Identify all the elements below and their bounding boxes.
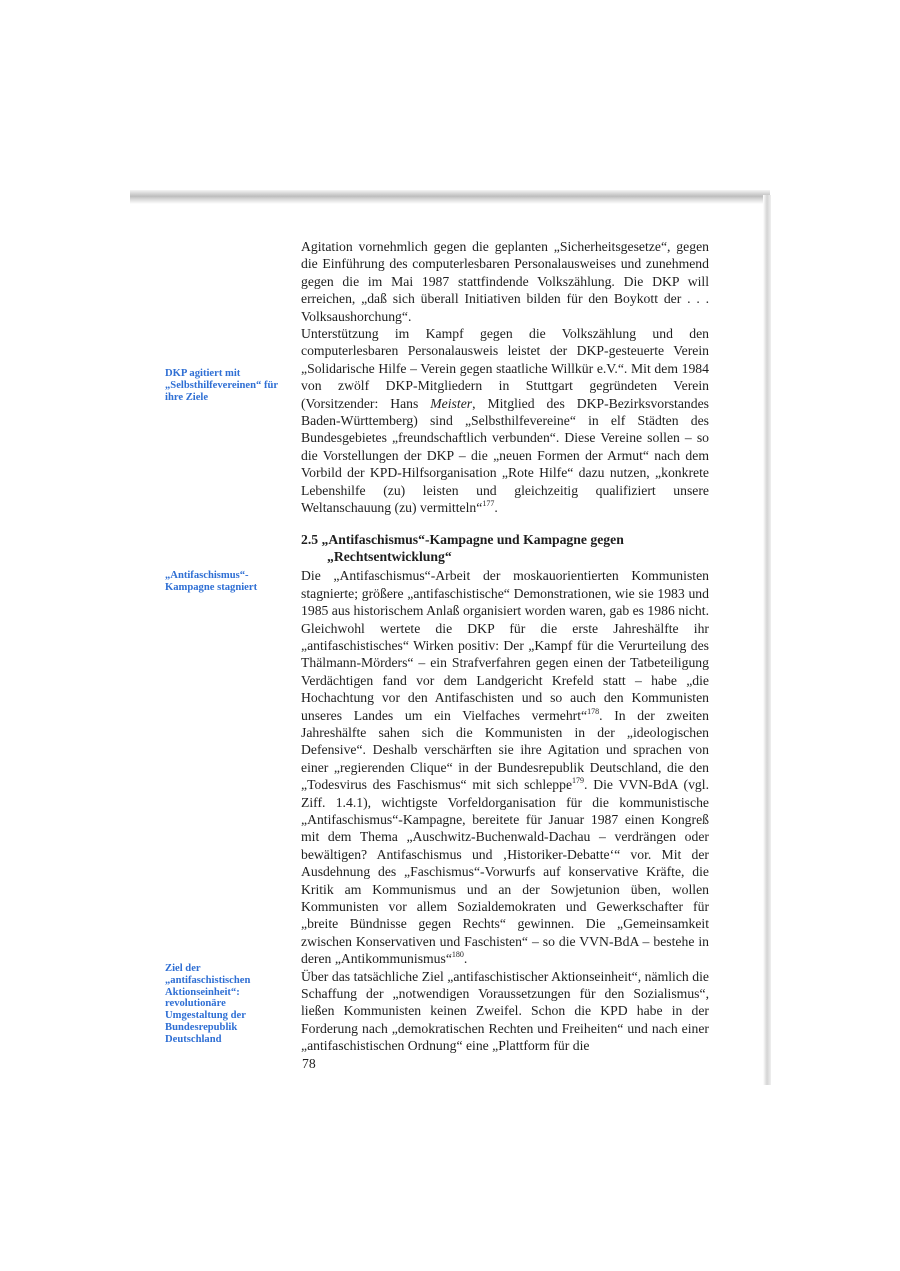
paragraph-4-text-cont: . In der zweiten Jahreshälfte sahen sich die Kommunisten in der „ideologischen Defensive“. Deshalb verschärften sie ihre Agitation und sprachen von einer „regierenden Clique“ in der Bundesrepublik Deutschland, die den „Todesvirus des Faschismus“ mit sich schleppe bbox=[301, 707, 709, 793]
paragraph-3: Die „Antifaschismus“-Arbeit der moskauorientierten Kommunisten stagnierte; größere „antifaschistische“ Demonstrationen, wie sie 1983 und 1985 aus historischem Anlaß organisiert worden waren, gab es 1986 nicht. bbox=[301, 568, 710, 619]
footnote-ref-180: 180 bbox=[451, 950, 464, 960]
section-heading: 2.5 „Antifaschismus“-Kampagne und Kampagne gegen „Rechtsentwicklung“ bbox=[301, 531, 624, 564]
page-number: 78 bbox=[302, 1056, 316, 1071]
footnote-ref-178: 178 bbox=[587, 706, 600, 716]
paragraph-2 bbox=[301, 325, 709, 516]
paragraph-4-end: . bbox=[463, 951, 468, 967]
paragraph-4-text-cont2: . Die VVN-BdA (vgl. Ziff. 1.4.1), wichtigste Vorfeldorganisation für die kommunistische „Antifaschismus“-Kampagne, bereitete für Januar 1987 einen Kongreß mit dem Thema „Auschwitz-Buchenwald-Dachau – verdrängen oder bewältigen? Antifaschismus und ‚Historiker-Debatte‘“ vor. Mit der Ausdehnung des „Faschismus“-Vorwurfs auf konservative Kräfte, die Kritik am Kommunismus und an der Sowjetunion üben, wollen Kommunisten vor allem Sozialdemokraten und Gewerkschafter für „breite Bündnisse gegen Rechts“ gewinnen. Die „Gemeinsamkeit zwischen Konservativen und Faschisten“ – so die VVN-BdA – bestehe in deren „Antikommunismus“ bbox=[301, 777, 709, 967]
footnote-ref-177: 177 bbox=[482, 499, 495, 509]
margin-note-selbsthilfe: DKP agitiert mit „Selbsthilfevereinen“ für ihre Ziele bbox=[165, 368, 278, 403]
margin-note-aktionseinheit: Ziel der „antifaschistischen Aktionseinheit“: revolutionäre Umgestaltung der Bundesrepublik Deutschland bbox=[165, 963, 251, 1045]
paragraph-2-text: Unterstützung im Kampf gegen die Volkszählung und den computerlesbaren Personalausweis leistet der DKP-gesteuerte Verein „Solidarische Hilfe – Verein gegen staatliche Willkür e.V.“. Mit dem 1984 von zwölf DKP-Mitgliedern in Stuttgart gegründeten Verein (Vorsitzender: Hans bbox=[301, 326, 709, 411]
page-top-shadow bbox=[130, 190, 770, 204]
paragraph-2-text-cont: , Mitglied des DKP-Bezirksvorstandes Baden-Württemberg) sind „Selbsthilfevereine“ in elf Städten des Bundesgebietes „freundschaftlich verbunden“. Diese Vereine sollen – so die Vorstellungen der DKP – die „neuen Formen der Armut“ nach dem Vorbild der KPD-Hilfsorganisation „Rote Hilfe“ dazu nutzen, „konkrete Lebenshilfe (zu) leisten und gleichzeitig qualifiziert unsere Weltanschauung (zu) vermitteln“ bbox=[301, 395, 709, 516]
paragraph-4-text: Gleichwohl wertete die DKP für die erste Jahreshälfte ihr „antifaschistisches“ Wirken positiv: Der „Kampf für die Verurteilung des Thälmann-Mörders“ – ein Strafverfahren gegen einen der Tatbeteiligung Verdächtigen fand vor dem Landgericht Krefeld statt – habe „die Hochachtung vor den Antifaschisten und so auch den Kommunisten unseres Landes um ein Vielfaches vermehrt“ bbox=[301, 620, 709, 723]
paragraph-5: Über das tatsächliche Ziel „antifaschistischer Aktionseinheit“, nämlich die Schaffung der „notwendigen Voraussetzungen für den Sozialismus“, ließen Kommunisten keinen Zweifel. Schon die KPD habe in der Forderung nach „demokratischen Rechten und Freiheiten“ und nach einer „antifaschistischen Ordnung“ eine „Plattform für die bbox=[301, 968, 709, 1054]
main-text bbox=[301, 238, 709, 1055]
paragraph-4 bbox=[301, 620, 709, 968]
paragraph-1: Agitation vornehmlich gegen die geplanten „Sicherheitsgesetze“, gegen die Einführung des computerlesbaren Personalausweises und zunehmend gegen die im Mai 1987 stattfindende Volkszählung. Die DKP will erreichen, „daß sich überall Initiativen bilden für den Boykott der . . . Volksaushorchung“. bbox=[301, 239, 709, 324]
footnote-ref-179: 179 bbox=[572, 776, 585, 786]
margin-note-antifaschismus: „Antifaschismus“-Kampagne stagniert bbox=[165, 570, 258, 593]
person-name: Meister bbox=[430, 395, 473, 411]
page-gutter-shadow bbox=[763, 195, 771, 1085]
paragraph-2-end: . bbox=[494, 500, 498, 516]
